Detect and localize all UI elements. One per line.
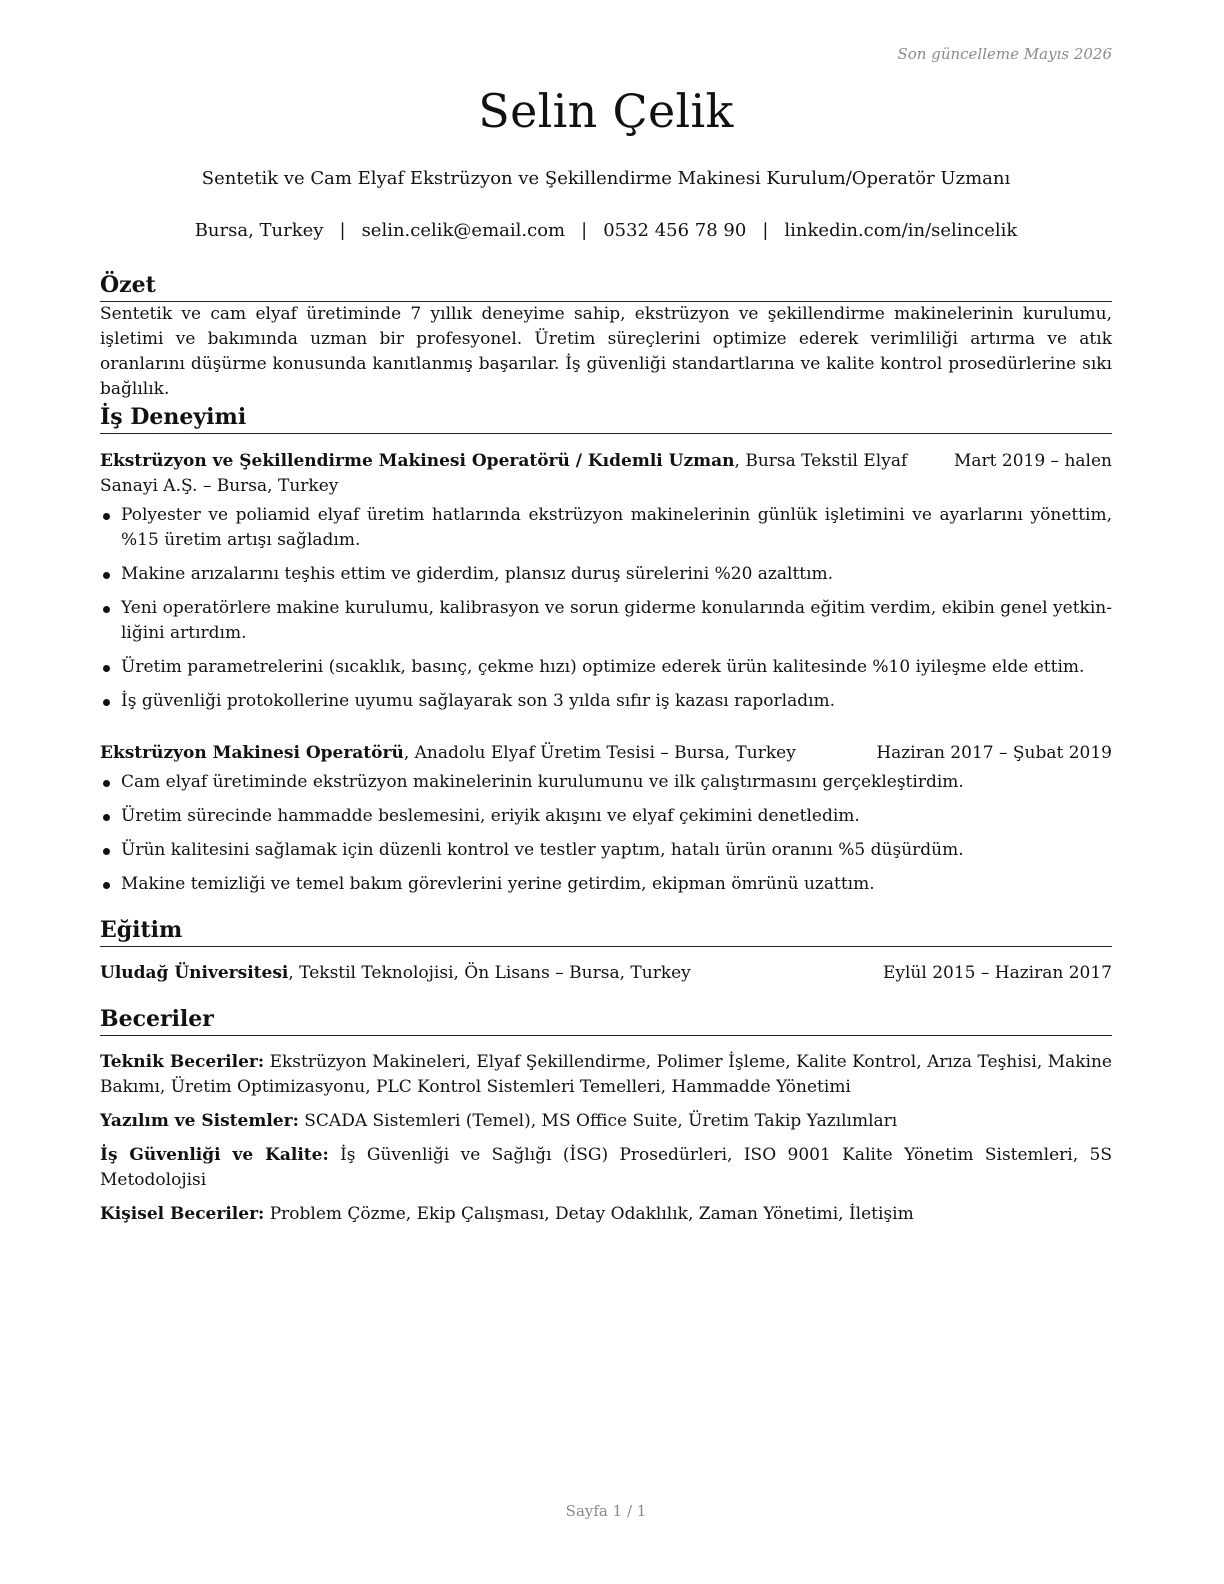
- skill-group: [100, 1050, 1112, 1100]
- contact-separator: |: [762, 220, 769, 241]
- experience-section: [100, 402, 1112, 897]
- education-section: [100, 915, 1112, 986]
- skill-group-label: Teknik Beceriler:: [100, 1052, 265, 1072]
- last-updated: Son güncelleme Mayıs 2026: [897, 45, 1112, 63]
- summary-title: Özet: [100, 270, 1112, 302]
- skill-group-text: SCADA Sistemleri (Temel), MS Office Suite, Üretim Takip Yazılımları: [298, 1111, 898, 1131]
- contact-separator: |: [581, 220, 588, 241]
- job-dates: Haziran 2017 – Şubat 2019: [876, 743, 1112, 763]
- job-bullets: [100, 770, 1112, 897]
- skills-list: [100, 1050, 1112, 1227]
- job-role: Ekstrüzyon Makinesi Operatörü: [100, 743, 404, 763]
- resume-content: [100, 270, 1112, 1236]
- candidate-name: Selin Çelik: [478, 84, 734, 138]
- list-item: Makine temizliği ve temel bakım görevlerini yerine getirdim, ekipman ömrünü uzattım.: [100, 872, 1112, 897]
- job-header: [100, 741, 1112, 766]
- list-item: Ürün kalitesini sağlamak için düzenli kontrol ve testler yaptım, hatalı ürün oranını %5 düşürdüm.: [100, 838, 1112, 863]
- skill-group-label: Yazılım ve Sistemler:: [100, 1111, 299, 1131]
- summary-section: [100, 270, 1112, 402]
- job-header: [100, 449, 1112, 499]
- list-item: Polyester ve poliamid elyaf üretim hatlarında ekstrüzyon makinelerinin günlük işletimini ve ayarlarını yönettim, %15 üretim artışı sağladım.: [100, 503, 1112, 553]
- summary-text: Sentetik ve cam elyaf üretiminde 7 yıllık deneyime sahip, ekstrüzyon ve şekillendirme makinelerinin kurulumu, işletimi ve bakımında uzman bir profesyonel. Üretim süreçlerini optimize ederek verimliliği artırma ve atık oranlarını düşürme konusunda kanıtlanmış başarılar. İş güvenliği standartlarına ve kalite kontrol prosedürlerine sıkı bağlılık.: [100, 304, 1112, 399]
- list-item: Üretim sürecinde hammadde beslemesini, eriyik akışını ve elyaf çekimini denetledim.: [100, 804, 1112, 829]
- skills-section: [100, 1004, 1112, 1227]
- education-entry: [100, 961, 1112, 986]
- skill-group: [100, 1143, 1112, 1193]
- list-item: İş güvenliği protokollerine uyumu sağlayarak son 3 yılda sıfır iş kazası raporladım.: [100, 689, 1112, 714]
- skill-group-text: Problem Çözme, Ekip Çalışması, Detay Odaklılık, Zaman Yönetimi, İletişim: [264, 1204, 914, 1224]
- job-organization: , Bursa Tekstil Elyaf Sanayi A.Ş. – Bursa, Turkey: [100, 451, 908, 496]
- experience-title: İş Deneyimi: [100, 402, 1112, 434]
- job-entry: [100, 449, 1112, 714]
- contact-line: [100, 220, 1112, 241]
- education-dates: Eylül 2015 – Haziran 2017: [882, 963, 1112, 983]
- job-dates: Mart 2019 – halen: [953, 451, 1112, 471]
- skill-group-label: Kişisel Beceriler:: [100, 1204, 265, 1224]
- page-number: Sayfa 1 / 1: [565, 1502, 647, 1520]
- skill-group-text: İş Güvenliği ve Sağlığı (İSG) Prosedürleri, ISO 9001 Kalite Yönetim Sistemleri, 5S Metodolojisi: [100, 1145, 1112, 1190]
- job-organization: , Anadolu Elyaf Üretim Tesisi – Bursa, Turkey: [403, 743, 796, 763]
- contact-email[interactable]: selin.celik@email.com: [361, 220, 566, 241]
- contact-location: Bursa, Turkey: [194, 220, 324, 241]
- list-item: Üretim parametrelerini (sıcaklık, basınç, çekme hızı) optimize ederek ürün kalitesinde %10 iyileşme elde ettim.: [100, 655, 1112, 680]
- contact-phone: 0532 456 78 90: [603, 220, 747, 241]
- skill-group-text: Ekstrüzyon Makineleri, Elyaf Şekillendirme, Polimer İşleme, Kalite Kontrol, Arıza Teşhisi, Makine Bakımı, Üretim Optimizasyonu, PLC Kontrol Sistemleri Temelleri, Hammadde Yönetimi: [100, 1052, 1112, 1097]
- education-details: , Tekstil Teknolojisi, Ön Lisans – Bursa, Turkey: [288, 963, 691, 983]
- list-item: Yeni operatörlere makine kurulumu, kalibrasyon ve sorun giderme konularında eğitim verdim, ekibin genel yetkinliğini artırdım.: [100, 596, 1112, 646]
- resume-page: [100, 0, 1112, 1584]
- school-name: Uludağ Üniversitesi: [100, 963, 289, 983]
- job-entry: [100, 741, 1112, 897]
- contact-linkedin[interactable]: linkedin.com/in/selincelik: [784, 220, 1018, 241]
- skills-title: Beceriler: [100, 1004, 1112, 1036]
- headline: Sentetik ve Cam Elyaf Ekstrüzyon ve Şekillendirme Makinesi Kurulum/Operatör Uzmanı: [201, 168, 1011, 189]
- job-bullets: [100, 503, 1112, 714]
- contact-separator: |: [339, 220, 346, 241]
- skill-group: [100, 1109, 1112, 1134]
- list-item: Makine arızalarını teşhis ettim ve giderdim, plansız duruş sürelerini %20 azalttım.: [100, 562, 1112, 587]
- skill-group: [100, 1202, 1112, 1227]
- list-item: Cam elyaf üretiminde ekstrüzyon makinelerinin kurulumunu ve ilk çalıştırmasını gerçekleştirdim.: [100, 770, 1112, 795]
- education-title: Eğitim: [100, 915, 1112, 947]
- job-role: Ekstrüzyon ve Şekillendirme Makinesi Operatörü / Kıdemli Uzman: [100, 451, 735, 471]
- skill-group-label: İş Güvenliği ve Kalite:: [100, 1145, 329, 1165]
